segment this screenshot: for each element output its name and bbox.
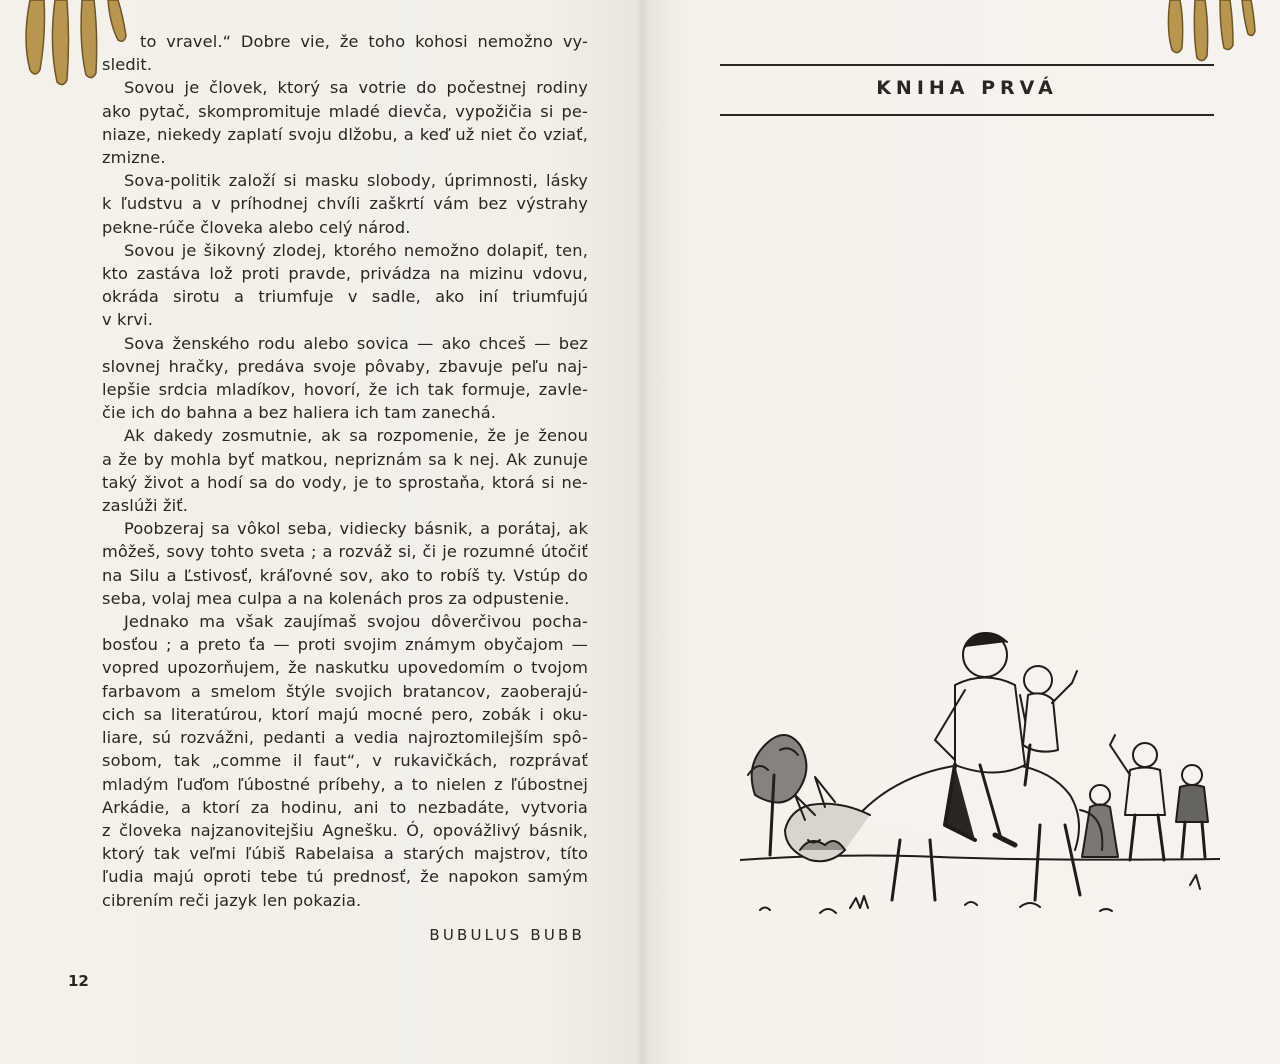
book-gutter [636,0,648,1064]
page-clip-left [10,0,130,90]
text-line: liare, sú rozvážni, pedanti a vedia najroztomilejším spô- [102,728,588,748]
paragraph [80,517,588,610]
text-line: Jednako ma však zaujímaš svojou dôverčivou pocha- [124,612,588,632]
text-line: Sova-politik založí si masku slobody, úprimnosti, lásky [124,171,588,191]
text-line: cich sa literatúrou, ktorí majú mocné pero, zobák i oku- [102,704,588,724]
text-line: čie ich do bahna a bez haliera ich tam zanechá. [102,403,497,423]
text-line: lepšie srdcia mladíkov, hovorí, že ich tak formuje, zavle- [102,380,588,400]
text-line: cibrením reči jazyk len pokazia. [102,890,362,910]
text-line: a že by mohla byť matkou, nepriznám sa k nej. Ak zunuje [102,449,588,469]
text-line: Sovou je šikovný zlodej, ktorého nemožno dolapiť, ten, [124,240,588,260]
text-line: taký život a hodí sa do vody, je to sprostaňa, ktorá si ne- [102,472,588,492]
text-line: farbavom a smelom štýle svojich bratancov, zaoberajú- [102,681,588,701]
text-line: zmizne. [102,148,166,168]
text-line: ktorý tak veľmi ľúbiš Rabelaisa a starých majstrov, títo [102,844,588,864]
text-line: v krvi. [102,310,154,330]
text-line: Sova ženského rodu alebo sovica — ako chceš — bez [124,333,588,353]
text-line: niaze, niekedy zaplatí svoju dlžobu, a keď už niet čo vziať, [102,124,588,144]
text-line: k ľudstvu a v príhodnej chvíli zaškrtí vám bez výstrahy [102,194,588,214]
text-line: okráda sirotu a triumfuje v sadle, ako iní triumfujú [102,287,588,307]
paragraph [80,424,588,517]
paragraph [80,76,588,169]
page-number: 12 [68,972,89,990]
chapter-title: KNIHA PRVÁ [876,77,1058,99]
text-line: seba, volaj mea culpa a na kolenách pros za odpustenie. [102,588,570,608]
text-line: ako pytač, skompromituje mladé dievča, vypožičia si pe- [102,101,588,121]
text-line: slovnej hračky, predáva svoje pôvaby, zbavuje peľu naj- [102,356,588,376]
text-line: sledit. [102,55,153,75]
text-line: Arkádie, a ktorí za hodinu, ani to nezbadáte, vytvoria [102,797,588,817]
text-line: to vravel.“ Dobre vie, že toho kohosi nemožno vy- [140,32,588,51]
chapter-rule-bottom [720,114,1214,116]
text-line: Ak dakedy zosmutnie, ak sa rozpomenie, že je ženou [124,426,588,446]
text-line: zaslúži žiť. [102,496,189,516]
author-signature: BUBULUS BUBB [429,926,585,944]
text-line: sobom, tak „comme il faut“, v rukavičkách, rozprávať [102,751,588,771]
paragraph [80,30,588,76]
text-line: bosťou ; a preto ťa — proti svojim známym obyčajom — [102,635,588,655]
text-line: mladým ľuďom ľúbostné príbehy, a to nielen z ľúbostnej [102,774,588,794]
donkey-rider-illustration [740,625,1220,925]
text-line: vopred upozorňujem, že naskutku upovedomím o tvojom [102,658,588,678]
text-line: z človeka najzanovitejšiu Agnešku. Ó, opovážlivý básnik, [102,820,588,840]
text-line: pekne-rúče človeka alebo celý národ. [102,217,411,237]
chapter-rule-top [720,64,1214,66]
text-line: Sovou je človek, ktorý sa votrie do počestnej rodiny [124,78,588,98]
page-clip-right [1160,0,1260,70]
text-line: kto zastáva lož proti pravde, privádza na mizinu vdovu, [102,264,588,284]
text-line: na Silu a Ľstivosť, kráľovné sov, ako to robíš ty. Vstúp do [102,565,588,585]
paragraph [80,610,588,912]
text-line: Poobzeraj sa vôkol seba, vidiecky básnik, a porátaj, ak [124,519,588,539]
body-text [80,30,588,912]
text-line: ľudia majú oproti tebe tú prednosť, že napokon samým [102,867,588,887]
text-line: môžeš, sovy tohto sveta ; a rozváž si, či je rozumné útočiť [102,542,588,562]
paragraph [80,169,588,239]
paragraph [80,239,588,332]
paragraph [80,332,588,425]
